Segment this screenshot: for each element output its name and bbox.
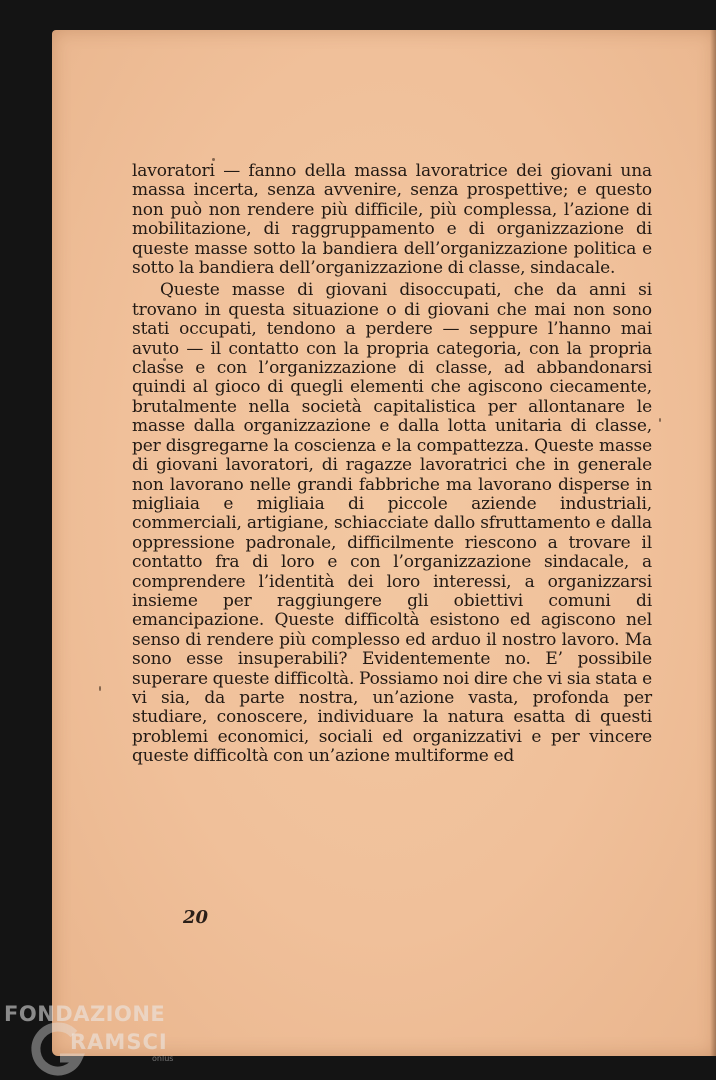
paragraph-2: Queste masse di giovani disoccupati, che da anni si trovano in questa situazione o di giovani che mai non sono stati occupati, tendono a perdere — seppure l’hanno mai avuto — il contatto con la propria categoria, con la propria classe e con l’organizzazione di classe, ad abbandonarsi quindi al gioco di quegli elementi che agiscono ciecamente, brutalmente nella società capitalistica per allontanare le masse dalla organizzazione e dalla lotta unitaria di classe, per disgregarne la coscienza e la compattezza. Queste masse di giovani lavoratori, di ragazze lavoratrici che in generale non lavorano nelle grandi fabbriche ma lavorano disperse in migliaia e migliaia di piccole aziende industriali, commerciali, artigiane, schiacciate dallo sfruttamento e dalla oppressione padronale, difficilmente riescono a trovare il contatto fra di loro e con l’organizzazione sindacale, a comprendere l’identità dei loro interessi, a organizzarsi insieme per raggiungere gli obiettivi comuni di emancipazione. Queste difficoltà esistono ed agiscono nel senso di rendere più complesso ed arduo il nostro lavoro. Ma sono esse insuperabili? Evidentemente no. E’ possibile superare queste difficoltà. Possiamo noi dire che vi sia stata e vi sia, da parte nostra, un’azione vasta, profonda per studiare, conoscere, individuare la natura esatta di questi problemi economici, sociali ed organizzativi e per vincere queste difficoltà con un’azione multiforme ed (132, 280, 652, 767)
print-speck (659, 418, 661, 422)
watermark-suffix: onlus (152, 1054, 174, 1063)
fondazione-gramsci-watermark (4, 1002, 194, 1080)
watermark-line-2: RAMSCI (70, 1030, 168, 1054)
print-speck (99, 686, 101, 691)
watermark-line-1: FONDAZIONE (4, 1002, 166, 1026)
body-text (132, 162, 652, 767)
page-number: 20 (183, 907, 209, 928)
paragraph-1: lavoratori — fanno della massa lavoratrice dei giovani una massa incerta, senza avvenire, senza prospettive; e questo non può non rendere più difficile, più complessa, l’azione di mobilitazione, di raggruppamento e di organizzazione di queste masse sotto la bandiera dell’organizzazione politica e sotto la bandiera dell’organizzazione di classe, sindacale. (132, 161, 652, 279)
page-edge-shadow (710, 30, 716, 1056)
